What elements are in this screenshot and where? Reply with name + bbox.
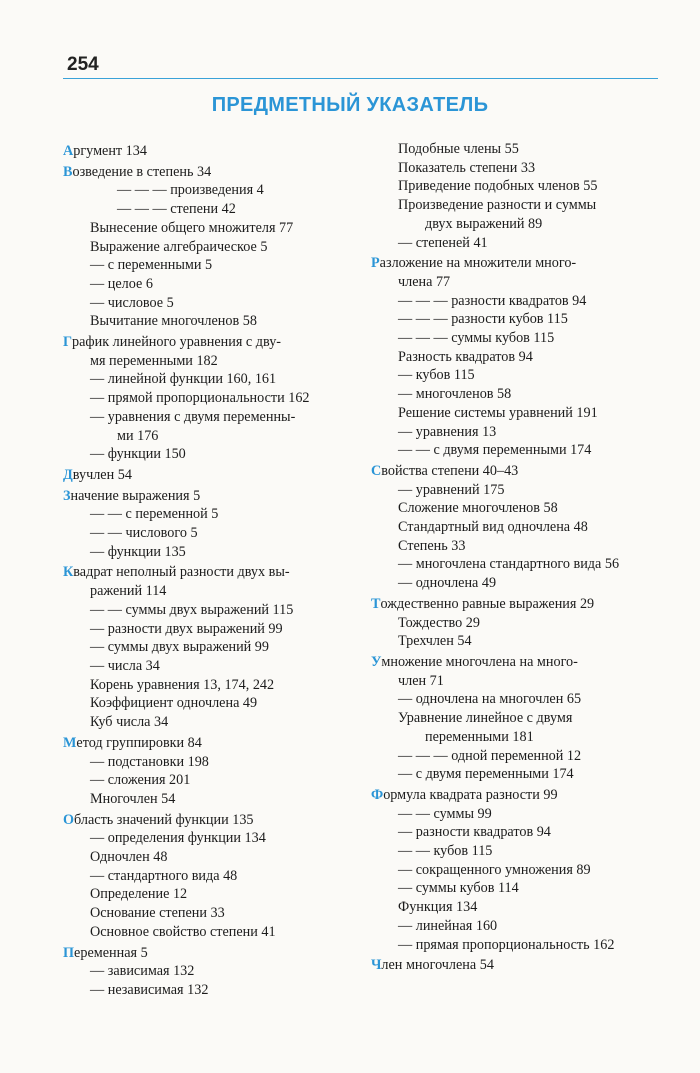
index-entry xyxy=(63,582,358,601)
entry-text: Коэффициент одночлена 49 xyxy=(90,695,258,712)
entry-text: Разность квадратов 94 xyxy=(398,348,533,365)
entry-text: — — суммы двух выражений 115 xyxy=(90,601,294,618)
initial-letter: Д xyxy=(63,466,73,483)
index-entry-heading xyxy=(371,786,671,805)
entry-text: — числа 34 xyxy=(90,657,160,674)
entry-text: начение выражения 5 xyxy=(70,487,201,504)
index-entry xyxy=(63,370,358,389)
index-entry-heading xyxy=(63,487,358,506)
entry-text: Трехчлен 54 xyxy=(398,633,472,650)
index-entry xyxy=(371,329,671,348)
entry-text: — — — произведения 4 xyxy=(117,182,264,199)
index-entry xyxy=(371,481,671,500)
entry-text: — суммы двух выражений 99 xyxy=(90,639,269,656)
index-entry xyxy=(63,408,358,427)
index-entry xyxy=(371,555,671,574)
initial-letter: В xyxy=(63,163,73,180)
index-entry xyxy=(63,713,358,732)
index-entry xyxy=(371,423,671,442)
index-entry xyxy=(371,898,671,917)
entry-text: — многочленов 58 xyxy=(398,386,512,403)
initial-letter: Ч xyxy=(371,957,382,974)
entry-text: вадрат неполный разности двух вы- xyxy=(73,564,290,581)
entry-text: — — суммы 99 xyxy=(398,805,492,822)
entry-text: Решение системы уравнений 191 xyxy=(398,404,598,421)
initial-letter: П xyxy=(63,944,75,961)
index-entry xyxy=(63,657,358,676)
entry-text: — функции 135 xyxy=(90,543,186,560)
entry-text: — — числового 5 xyxy=(90,525,198,542)
index-entry xyxy=(63,904,358,923)
entry-text: — уравнений 175 xyxy=(398,481,505,498)
entry-text: — — с переменной 5 xyxy=(90,506,219,523)
index-entry xyxy=(63,829,358,848)
entry-text: ми 176 xyxy=(117,427,159,444)
entry-text: множение многочлена на много- xyxy=(381,653,578,670)
index-entry xyxy=(371,805,671,824)
index-entry xyxy=(63,352,358,371)
initial-letter: Г xyxy=(63,334,73,351)
entry-text: Сложение многочленов 58 xyxy=(398,500,558,517)
entry-text: переменными 181 xyxy=(425,728,534,745)
entry-text: Уравнение линейное с двумя xyxy=(398,710,573,727)
entry-text: — сложения 201 xyxy=(90,772,191,789)
index-entry xyxy=(371,441,671,460)
index-entry xyxy=(63,294,358,313)
index-entry-heading xyxy=(371,254,671,273)
index-entry xyxy=(371,273,671,292)
page-number: 254 xyxy=(67,54,99,75)
index-entry xyxy=(63,445,358,464)
index-entry-heading xyxy=(371,595,671,614)
entry-text: лен многочлена 54 xyxy=(381,957,494,974)
index-entry xyxy=(63,505,358,524)
index-entry xyxy=(371,765,671,784)
index-entry xyxy=(63,427,358,446)
entry-text: двух выражений 89 xyxy=(425,215,543,232)
entry-text: вучлен 54 xyxy=(72,466,132,483)
entry-text: — уравнения с двумя переменны- xyxy=(90,408,296,425)
index-entry xyxy=(371,632,671,651)
index-column-left xyxy=(63,140,358,1000)
entry-text: Степень 33 xyxy=(398,537,466,554)
entry-text: — — — одной переменной 12 xyxy=(398,747,582,764)
index-column-right xyxy=(371,140,671,975)
index-entry xyxy=(371,348,671,367)
entry-text: рафик линейного уравнения с дву- xyxy=(72,334,282,351)
entry-text: — — — суммы кубов 115 xyxy=(398,330,555,347)
index-entry xyxy=(371,672,671,691)
entry-text: — разности квадратов 94 xyxy=(398,824,551,841)
entry-text: — — — разности кубов 115 xyxy=(398,311,568,328)
initial-letter: К xyxy=(63,564,74,581)
index-entry xyxy=(371,215,671,234)
entry-text: — линейной функции 160, 161 xyxy=(90,371,277,388)
index-entry xyxy=(371,936,671,955)
index-entry xyxy=(63,753,358,772)
entry-text: — с переменными 5 xyxy=(90,257,213,274)
header-rule xyxy=(63,78,658,79)
index-entry xyxy=(63,524,358,543)
index-entry xyxy=(63,543,358,562)
entry-text: — подстановки 198 xyxy=(90,753,209,770)
entry-text: Выражение алгебраическое 5 xyxy=(90,238,268,255)
index-entry xyxy=(63,620,358,639)
initial-letter: О xyxy=(63,811,75,828)
initial-letter: З xyxy=(63,487,71,504)
entry-text: — целое 6 xyxy=(90,275,153,292)
entry-text: Корень уравнения 13, 174, 242 xyxy=(90,676,275,693)
entry-text: Произведение разности и суммы xyxy=(398,197,597,214)
index-entry-heading xyxy=(63,944,358,963)
entry-text: етод группировки 84 xyxy=(76,734,202,751)
entry-text: Вынесение общего множителя 77 xyxy=(90,219,294,236)
entry-text: — прямой пропорциональности 162 xyxy=(90,390,310,407)
entry-text: Стандартный вид одночлена 48 xyxy=(398,519,588,536)
index-entry xyxy=(371,728,671,747)
index-entry xyxy=(371,366,671,385)
index-entry xyxy=(371,404,671,423)
initial-letter: Ф xyxy=(371,786,384,803)
index-entry xyxy=(63,219,358,238)
index-entry-heading xyxy=(63,163,358,182)
index-entry xyxy=(371,861,671,880)
index-entry xyxy=(63,181,358,200)
index-entry xyxy=(63,981,358,1000)
index-entry-heading xyxy=(63,563,358,582)
index-entry-heading xyxy=(63,333,358,352)
index-entry xyxy=(63,638,358,657)
entry-text: — определения функции 134 xyxy=(90,830,266,847)
entry-text: еременная 5 xyxy=(74,944,148,961)
index-entry xyxy=(371,177,671,196)
index-entry xyxy=(371,709,671,728)
index-entry xyxy=(63,962,358,981)
index-entry xyxy=(371,823,671,842)
entry-text: — кубов 115 xyxy=(398,367,475,384)
index-entry xyxy=(371,518,671,537)
entry-text: Куб числа 34 xyxy=(90,714,169,731)
entry-text: Основное свойство степени 41 xyxy=(90,923,276,940)
index-entry xyxy=(63,312,358,331)
index-entry-heading xyxy=(63,466,358,485)
entry-text: Основание степени 33 xyxy=(90,905,225,922)
entry-text: — разности двух выражений 99 xyxy=(90,620,283,637)
entry-text: — стандартного вида 48 xyxy=(90,867,238,884)
index-entry xyxy=(63,601,358,620)
index-entry xyxy=(63,389,358,408)
entry-text: — одночлена 49 xyxy=(398,575,497,592)
entry-text: мя переменными 182 xyxy=(90,352,218,369)
index-entry xyxy=(371,234,671,253)
entry-text: — — — разности квадратов 94 xyxy=(398,292,587,309)
entry-text: — — кубов 115 xyxy=(398,843,493,860)
index-entry xyxy=(371,499,671,518)
entry-text: Приведение подобных членов 55 xyxy=(398,178,598,195)
initial-letter: Т xyxy=(371,595,381,612)
entry-text: Функция 134 xyxy=(398,899,478,916)
entry-text: — суммы кубов 114 xyxy=(398,880,519,897)
index-entry xyxy=(63,694,358,713)
index-entry-heading xyxy=(63,734,358,753)
entry-text: Многочлен 54 xyxy=(90,790,176,807)
index-entry xyxy=(371,159,671,178)
entry-text: — степеней 41 xyxy=(398,234,488,251)
entry-text: — с двумя переменными 174 xyxy=(398,766,574,783)
index-entry-heading xyxy=(63,811,358,830)
index-entry xyxy=(371,196,671,215)
index-entry xyxy=(371,614,671,633)
entry-text: — уравнения 13 xyxy=(398,423,497,440)
index-entry-heading xyxy=(371,462,671,481)
initial-letter: М xyxy=(63,734,77,751)
entry-text: Показатель степени 33 xyxy=(398,159,536,176)
index-entry xyxy=(63,238,358,257)
entry-text: — функции 150 xyxy=(90,446,186,463)
page-title: ПРЕДМЕТНЫЙ УКАЗАТЕЛЬ xyxy=(211,94,489,116)
entry-text: — зависимая 132 xyxy=(90,963,195,980)
entry-text: азложение на множители много- xyxy=(379,255,577,272)
entry-text: Тождество 29 xyxy=(398,614,480,631)
entry-text: Определение 12 xyxy=(90,886,188,903)
entry-text: — одночлена на многочлен 65 xyxy=(398,691,582,708)
index-entry xyxy=(63,256,358,275)
index-entry xyxy=(63,790,358,809)
entry-text: — многочлена стандартного вида 56 xyxy=(398,556,620,573)
entry-text: Вычитание многочленов 58 xyxy=(90,313,257,330)
entry-text: — прямая пропорциональность 162 xyxy=(398,936,615,953)
entry-text: — — — степени 42 xyxy=(117,201,236,218)
index-entry xyxy=(63,848,358,867)
index-entry-heading xyxy=(371,956,671,975)
initial-letter: Р xyxy=(371,255,380,272)
entry-text: — — с двумя переменными 174 xyxy=(398,442,592,459)
index-entry xyxy=(371,917,671,936)
entry-text: ражений 114 xyxy=(90,583,167,600)
index-entry xyxy=(371,574,671,593)
index-entry xyxy=(371,292,671,311)
entry-text: — независимая 132 xyxy=(90,981,209,998)
index-entry-heading xyxy=(63,142,358,161)
initial-letter: С xyxy=(371,462,382,479)
index-entry xyxy=(63,771,358,790)
initial-letter: А xyxy=(63,143,74,159)
index-entry xyxy=(371,747,671,766)
entry-text: бласть значений функции 135 xyxy=(74,811,254,828)
index-entry xyxy=(371,879,671,898)
index-entry xyxy=(63,885,358,904)
index-entry xyxy=(63,923,358,942)
entry-text: — линейная 160 xyxy=(398,917,498,934)
index-entry xyxy=(371,385,671,404)
index-entry xyxy=(63,200,358,219)
entry-text: ормула квадрата разности 99 xyxy=(383,786,558,803)
index-entry xyxy=(371,537,671,556)
entry-text: — числовое 5 xyxy=(90,294,174,311)
entry-text: член 71 xyxy=(398,672,444,689)
entry-text: озведение в степень 34 xyxy=(72,163,212,180)
index-entry xyxy=(371,140,671,159)
entry-text: войства степени 40–43 xyxy=(381,462,519,479)
index-entry-heading xyxy=(371,653,671,672)
index-entry xyxy=(371,310,671,329)
entry-text: — сокращенного умножения 89 xyxy=(398,861,591,878)
entry-text: ождественно равные выражения 29 xyxy=(380,595,595,612)
index-entry xyxy=(63,867,358,886)
entry-text: Подобные члены 55 xyxy=(398,141,519,157)
index-entry xyxy=(371,690,671,709)
index-entry xyxy=(63,275,358,294)
initial-letter: У xyxy=(371,653,382,670)
entry-text: ргумент 134 xyxy=(73,143,147,159)
entry-text: члена 77 xyxy=(398,273,451,290)
index-entry xyxy=(371,842,671,861)
index-entry xyxy=(63,676,358,695)
entry-text: Одночлен 48 xyxy=(90,849,168,866)
